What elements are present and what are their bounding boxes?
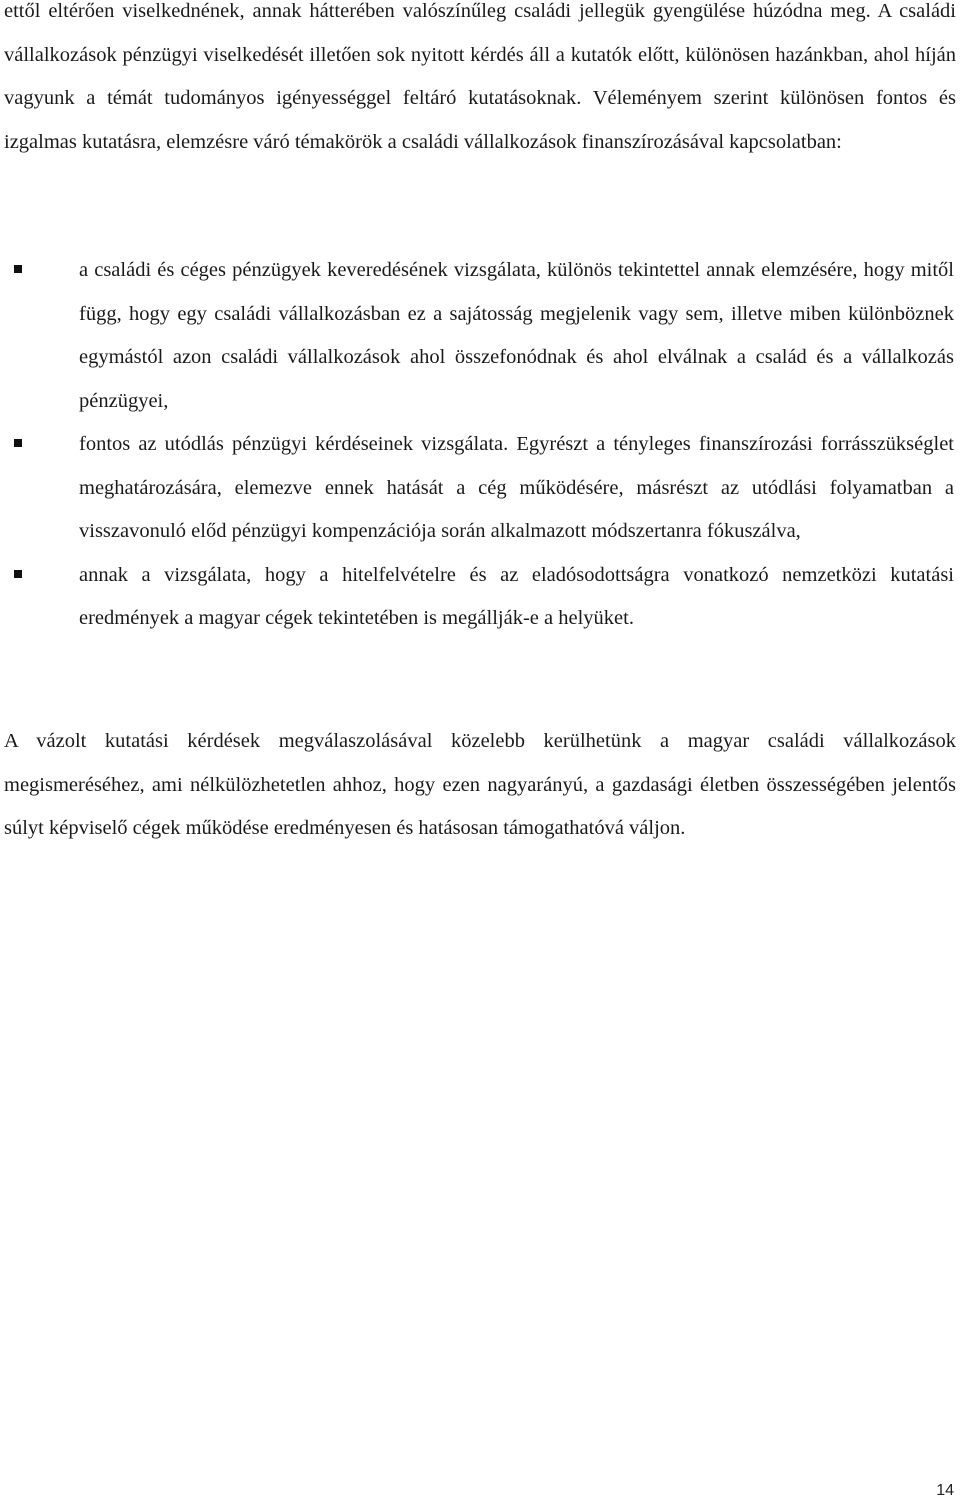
- bullet-item: [0, 249, 954, 423]
- bullet-text: annak a vizsgálata, hogy a hitelfelvételre és az eladósodottságra vonatkozó nemzetközi kutatási eredmények a magyar cégek tekintetében is megállják-e a helyüket.: [79, 563, 954, 629]
- square-bullet-icon: [14, 570, 22, 578]
- bullet-list: [0, 249, 960, 641]
- square-bullet-icon: [14, 439, 22, 447]
- paragraph-conclusion: A vázolt kutatási kérdések megválaszolásával közelebb kerülhetünk a magyar családi vállalkozások megismeréséhez, ami nélkülözhetetlen ahhoz, hogy ezen nagyarányú, a gazdasági életben összességében jelentős súlyt képviselő cégek működése eredményesen és hatásosan támogathatóvá váljon.: [4, 730, 956, 839]
- bullet-item: [0, 554, 954, 641]
- square-bullet-icon: [14, 265, 22, 273]
- bullet-text: a családi és céges pénzügyek keveredésének vizsgálata, különös tekintettel annak elemzésére, hogy mitől függ, hogy egy családi vállalkozásban ez a sajátosság megjelenik vagy sem, illetve miben különböznek egymástól azon családi vállalkozások ahol összefonódnak és ahol elválnak a család és a vállalkozás pénzügyei,: [79, 259, 954, 412]
- paragraph-intro: ettől eltérően viselkednének, annak hátterében valószínűleg családi jellegük gyengülése húzódna meg. A családi vállalkozások pénzügyi viselkedését illetően sok nyitott kérdés áll a kutatók előtt, különösen hazánkban, ahol híján vagyunk a témát tudományos igényességgel feltáró kutatásoknak. Véleményem szerint különösen fontos és izgalmas kutatásra, elemzésre váró témakörök a családi vállalkozások finanszírozásával kapcsolatban:: [4, 0, 956, 153]
- bullet-item: [0, 423, 954, 554]
- page-number: 14: [936, 1482, 954, 1499]
- bullet-text: fontos az utódlás pénzügyi kérdéseinek vizsgálata. Egyrészt a tényleges finanszírozási forrásszükséglet meghatározására, elemezve ennek hatását a cég működésére, másrészt az utódlási folyamatban a visszavonuló előd pénzügyi kompenzációja során alkalmazott módszertanra fókuszálva,: [79, 433, 954, 542]
